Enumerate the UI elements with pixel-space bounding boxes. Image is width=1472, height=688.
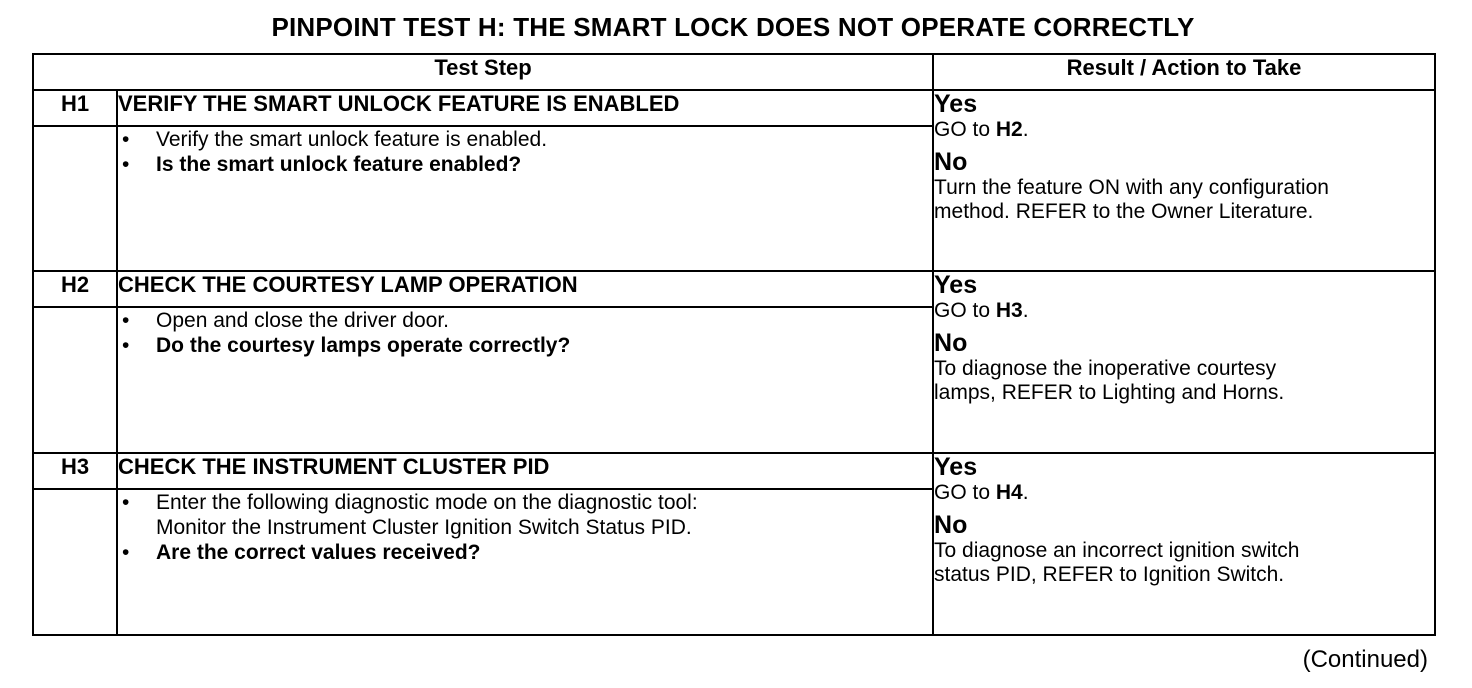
result-no-label: No [934,148,968,176]
pinpoint-test-table [32,53,1436,636]
step-bullet: • Enter the following diagnostic mode on the diagnostic tool: [122,491,698,514]
step-title: CHECK THE INSTRUMENT CLUSTER PID [117,453,933,489]
continued-label: (Continued) [1302,646,1428,673]
step-body [117,307,933,453]
step-bullet-list [118,308,932,358]
result-yes-action: GO to H2. [934,118,1029,141]
table-header-row [33,54,1435,90]
result-no-action-line: method. REFER to the Owner Literature. [934,200,1314,223]
result-no-action-line: To diagnose an incorrect ignition switch [934,539,1300,562]
result-cell [933,453,1435,635]
result-no-action-line: To diagnose the inoperative courtesy [934,357,1277,380]
result-yes-action: GO to H4. [934,481,1029,504]
step-id: H3 [33,453,117,489]
result-yes-label: Yes [934,90,978,118]
result-cell [933,271,1435,453]
result-yes-label: Yes [934,271,978,299]
result-no-action-line: Turn the feature ON with any configuration [934,176,1329,199]
result-no-label: No [934,329,968,357]
result-no-action-line: lamps, REFER to Lighting and Horns. [934,381,1285,404]
step-question: • Is the smart unlock feature enabled? [122,153,522,176]
column-header-test-step: Test Step [33,54,933,90]
step-id: H2 [33,271,117,307]
step-title: CHECK THE COURTESY LAMP OPERATION [117,271,933,307]
step-bullet: • Open and close the driver door. [122,309,450,332]
step-body [117,489,933,635]
step-bullet: • Verify the smart unlock feature is enabled. [122,128,548,151]
step-title-row [33,271,1435,307]
step-title: VERIFY THE SMART UNLOCK FEATURE IS ENABLED [117,90,933,126]
step-title-row [33,453,1435,489]
column-header-result: Result / Action to Take [933,54,1435,90]
step-question: • Are the correct values received? [122,541,481,564]
result-yes-target: H2 [995,118,1023,141]
step-bullet-continuation: Monitor the Instrument Cluster Ignition Switch Status PID. [156,516,692,539]
result-no-action-line: status PID, REFER to Ignition Switch. [934,563,1285,586]
step-bullet-list [118,490,932,565]
result-no-label: No [934,511,968,539]
result-yes-target: H3 [995,299,1023,322]
step-body [117,126,933,271]
page-title: PINPOINT TEST H: THE SMART LOCK DOES NOT OPERATE CORRECTLY [271,12,1195,42]
result-yes-target: H4 [995,481,1023,504]
step-question: • Do the courtesy lamps operate correctly? [122,334,571,357]
step-id-spacer [33,489,117,635]
step-title-row [33,90,1435,126]
step-bullet-list [118,127,932,177]
result-yes-label: Yes [934,453,978,481]
step-id-spacer [33,126,117,271]
step-id-spacer [33,307,117,453]
result-cell [933,90,1435,271]
result-yes-action: GO to H3. [934,299,1029,322]
step-id: H1 [33,90,117,126]
